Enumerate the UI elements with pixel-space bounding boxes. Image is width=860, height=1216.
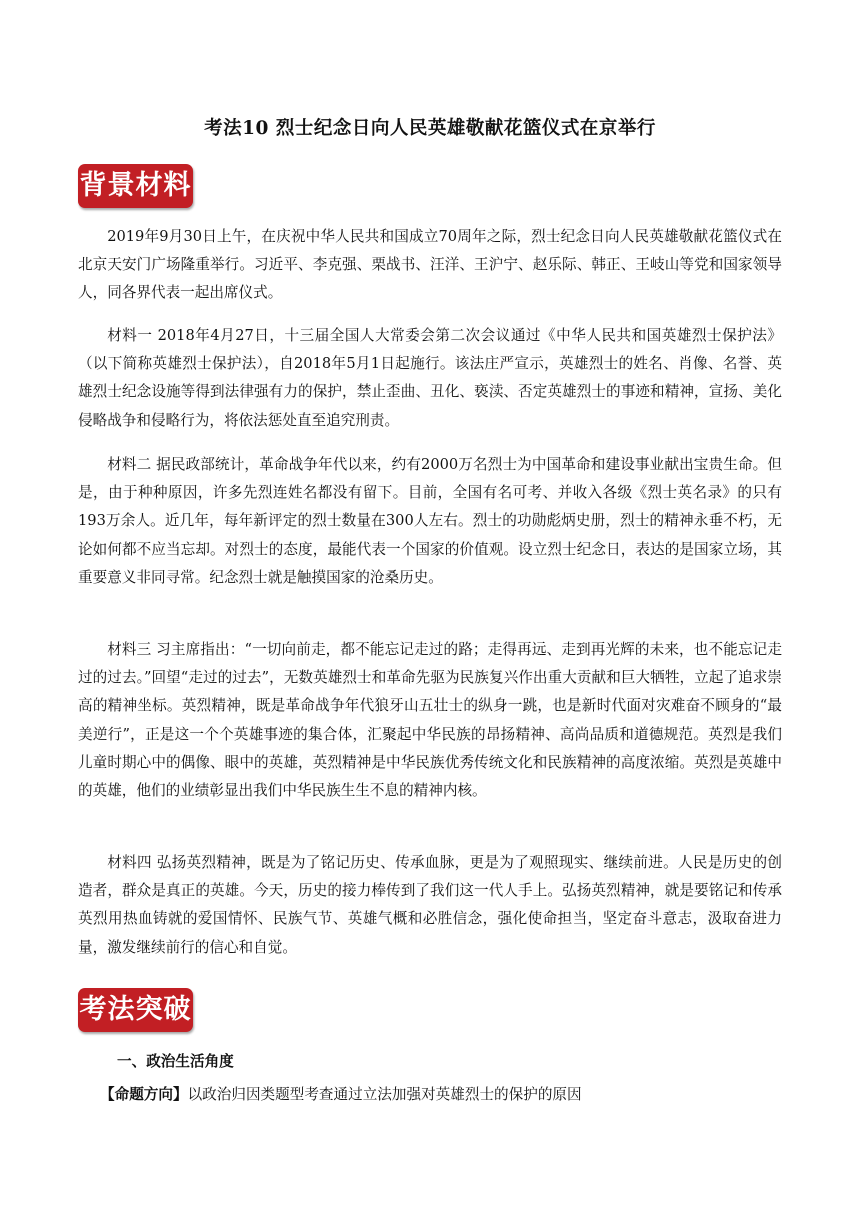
page-title: 考法10 烈士纪念日向人民英雄敬献花篮仪式在京举行 (204, 118, 656, 139)
method-breakthrough-badge: 考法突破 (78, 988, 193, 1032)
question-direction-label: 【命题方向】 (100, 1086, 188, 1103)
material-four-paragraph: 材料四 弘扬英烈精神，既是为了铭记历史、传承血脉，更是为了观照现实、继续前进。人民是历史的创造者，群众是真正的英雄。今天，历史的接力棒传到了我们这一代人手上。弘扬英烈精神，就是要铭记和传承英烈用热血铸就的爱国情怀、民族气节、英雄气概和必胜信念，强化使命担当，坚定奋斗意志，汲取奋进力量，激发继续前行的信心和自觉。 (78, 854, 782, 956)
intro-paragraph: 2019年9月30日上午，在庆祝中华人民共和国成立70周年之际，烈士纪念日向人民英雄敬献花篮仪式在北京天安门广场隆重举行。习近平、李克强、栗战书、汪洋、王沪宁、赵乐际、韩正、王岐山等党和国家领导人，同各界代表一起出席仪式。 (78, 228, 782, 302)
background-material-badge: 背景材料 (78, 164, 193, 208)
question-direction (100, 1081, 582, 1109)
section-subheading: 一、政治生活角度 (117, 1053, 234, 1070)
material-three-paragraph: 材料三 习主席指出：“一切向前走，都不能忘记走过的路；走得再远、走到再光辉的未来，也不能忘记走过的过去。”回望“走过的过去”，无数英雄烈士和革命先驱为民族复兴作出重大贡献和巨大牺牲，立起了追求崇高的精神坐标。英烈精神，既是革命战争年代狼牙山五壮士的纵身一跳，也是新时代面对灾难奋不顾身的“最美逆行”，正是这一个个英雄事迹的集合体，汇聚起中华民族的昂扬精神、高尚品质和道德规范。英烈是我们儿童时期心中的偶像、眼中的英雄，英烈精神是中华民族优秀传统文化和民族精神的高度浓缩。英烈是英雄中的英雄，他们的业绩彰显出我们中华民族生生不息的精神内核。 (78, 641, 782, 800)
question-direction-text: 以政治归因类题型考查通过立法加强对英雄烈士的保护的原因 (187, 1086, 582, 1103)
material-one-paragraph: 材料一 2018年4月27日，十三届全国人大常委会第二次会议通过《中华人民共和国英雄烈士保护法》（以下简称英雄烈士保护法），自2018年5月1日起施行。该法庄严宣示，英雄烈士的姓名、肖像、名誉、英雄烈士纪念设施等得到法律强有力的保护，禁止歪曲、丑化、亵渎、否定英雄烈士的事迹和精神，宣扬、美化侵略战争和侵略行为，将依法惩处直至追究刑责。 (78, 327, 782, 429)
material-two-paragraph: 材料二 据民政部统计，革命战争年代以来，约有2000万名烈士为中国革命和建设事业献出宝贵生命。但是，由于种种原因，许多先烈连姓名都没有留下。目前，全国有名可考、并收入各级《烈士英名录》的只有193万余人。近几年，每年新评定的烈士数量在300人左右。烈士的功勋彪炳史册，烈士的精神永垂不朽，无论如何都不应当忘却。对烈士的态度，最能代表一个国家的价值观。设立烈士纪念日，表达的是国家立场，其重要意义非同寻常。纪念烈士就是触摸国家的沧桑历史。 (78, 456, 782, 586)
